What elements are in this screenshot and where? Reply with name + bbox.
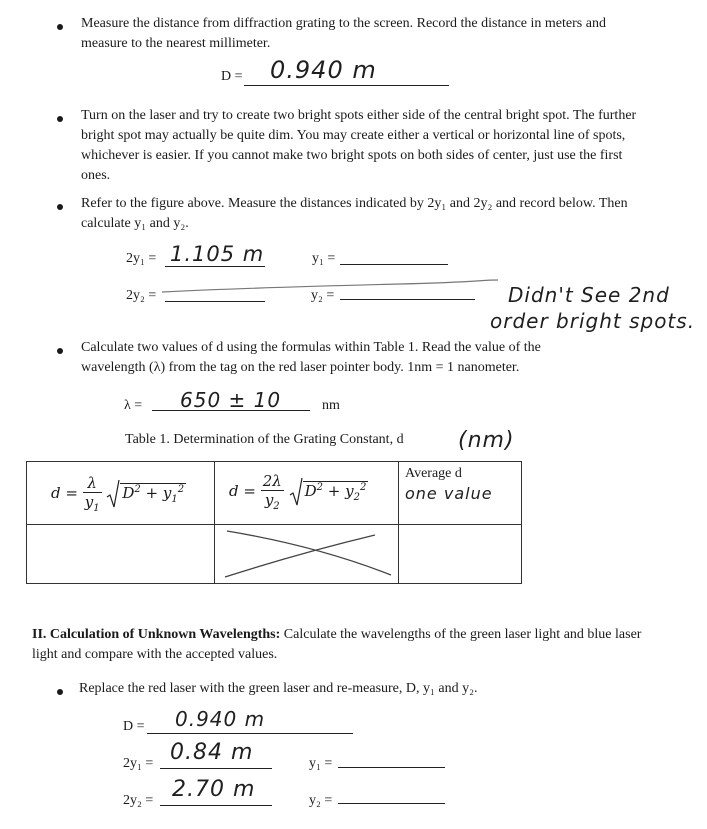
green-two-y1-label: 2y₁ =: [123, 756, 154, 771]
bullet-dot: [57, 348, 63, 354]
instruction-bright-spots: Turn on the laser and try to create two bright spots either side of the central bright spot. The further bright spot may actually be quite dim. You may create either a vertical or horizontal line of spots, whichever is easier. If you cannot make two bright spots on both sides of center, just use the first ones.: [81, 108, 637, 183]
table-cell-d2: [215, 525, 399, 584]
formula-d-from-y1: d = $\frac{\lambda}{y_1}$ $D^2 + y_1^2$: [51, 474, 185, 514]
average-note: one value: [405, 484, 493, 503]
average-header: Average d: [405, 466, 462, 481]
green-d-answer-line: [147, 733, 353, 734]
two-y2-label: 2y₂ =: [126, 288, 157, 303]
instruction-measure-y: Refer to the figure above. Measure the distances indicated by 2y₁ and 2y₂ and record below. Then calculate y₁ and y₂.: [81, 196, 628, 231]
handwritten-note-line1: Didn't See 2nd: [508, 283, 670, 307]
green-two-y1-answer-line: [160, 768, 272, 769]
y2-label: y₂ =: [311, 288, 335, 303]
green-y2-answer-line: [338, 803, 445, 804]
table-cell-average: [399, 525, 522, 584]
section-2-title: II. Calculation of Unknown Wavelengths:: [32, 627, 281, 642]
average-header-cell: [399, 462, 522, 525]
grating-constant-table: [26, 461, 522, 584]
bullet-dot: [57, 689, 63, 695]
green-y1-answer-line: [338, 767, 445, 768]
d-answer-value: 0.940 m: [270, 56, 377, 84]
lambda-answer-value: 650 ± 10: [180, 388, 282, 412]
bullet-dot: [57, 204, 63, 210]
instruction-measure-distance: Measure the distance from diffraction grating to the screen. Record the distance in meters and measure to the nearest millimeter.: [81, 16, 606, 51]
two-y1-label: 2y₁ =: [126, 251, 157, 266]
two-y1-answer-value: 1.105 m: [170, 242, 265, 266]
y2-answer-line: [340, 299, 475, 300]
d-label: D =: [221, 69, 243, 84]
bullet-dot: [57, 24, 63, 30]
green-d-label: D =: [123, 719, 145, 734]
formula-cell-1: [27, 462, 215, 525]
green-two-y2-answer-line: [160, 805, 272, 806]
strike-through-mark: [160, 276, 500, 296]
handwritten-note-line2: order bright spots.: [490, 309, 696, 333]
cross-out-mark: [215, 525, 398, 583]
green-two-y2-label: 2y₂ =: [123, 793, 154, 808]
d-answer-line: [244, 85, 449, 86]
table-units-note: (nm): [458, 428, 515, 453]
bullet-dot: [57, 116, 63, 122]
green-d-answer-value: 0.940 m: [175, 707, 266, 731]
instruction-green-laser: Replace the red laser with the green laser and re-measure, D, y₁ and y₂.: [79, 681, 478, 696]
lambda-label: λ =: [124, 398, 143, 413]
green-two-y1-answer-value: 0.84 m: [170, 740, 254, 765]
section-2-heading: [32, 625, 662, 665]
green-y1-label: y₁ =: [309, 756, 333, 771]
y1-label: y₁ =: [312, 251, 336, 266]
green-two-y2-answer-value: 2.70 m: [172, 777, 256, 802]
y1-answer-line: [340, 264, 448, 265]
two-y2-answer-line: [165, 301, 265, 302]
formula-cell-2: [215, 462, 399, 525]
formula-d-from-y2: d = $\frac{2\lambda}{y_2}$ $D^2 + y_2^2$: [229, 472, 367, 512]
table-cell-d1: [27, 525, 215, 584]
lambda-unit: nm: [322, 398, 340, 413]
green-y2-label: y₂ =: [309, 793, 333, 808]
two-y1-answer-line: [165, 266, 265, 267]
instruction-calculate-d: Calculate two values of d using the formulas within Table 1. Read the value of the wavelength (λ) from the tag on the red laser pointer body. 1nm = 1 nanometer.: [81, 340, 541, 375]
table-caption: Table 1. Determination of the Grating Constant, d: [125, 432, 404, 447]
section-2-text: Calculate the wavelengths of the green laser light and blue laser light and compare with the accepted values.: [32, 627, 642, 662]
